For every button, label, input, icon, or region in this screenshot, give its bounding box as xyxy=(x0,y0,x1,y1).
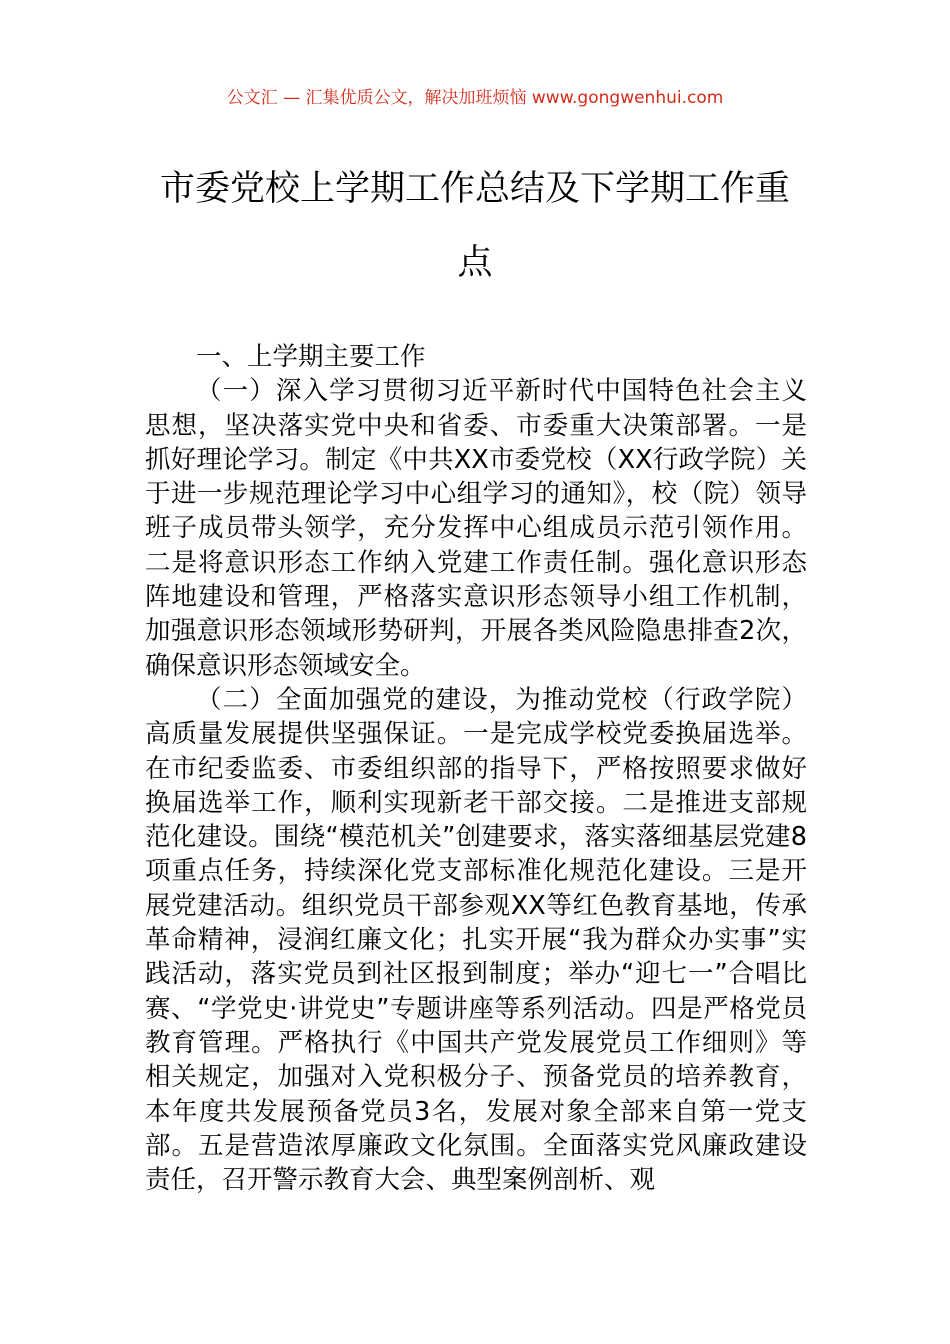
body-paragraph: （二）全面加强党的建设，为推动党校（行政学院）高质量发展提供坚强保证。一是完成学校党委换届选举。在市纪委监委、市委组织部的指导下，严格按照要求做好换届选举工作，顺利实现新老干部交接。二是推进支部规范化建设。围绕“模范机关”创建要求，落实落细基层党建8项重点任务，持续深化党支部标准化规范化建设。三是开展党建活动。组织党员干部参观XX等红色教育基地，传承革命精神，浸润红廉文化；扎实开展“我为群众办实事”实践活动，落实党员到社区报到制度；举办“迎七一”合唱比赛、“学党史·讲党史”专题讲座等系列活动。四是严格党员教育管理。严格执行《中国共产党发展党员工作细则》等相关规定，加强对入党积极分子、预备党员的培养教育，本年度共发展预备党员3名，发展对象全部来自第一党支部。五是营造浓厚廉政文化氛围。全面落实党风廉政建设责任，召开警示教育大会、典型案例剖析、观 xyxy=(145,684,807,1196)
section-heading: 一、上学期主要工作 xyxy=(196,342,426,372)
body-paragraph: （一）深入学习贯彻习近平新时代中国特色社会主义思想，坚决落实党中央和省委、市委重大决策部署。一是抓好理论学习。制定《中共XX市委党校（XX行政学院）关于进一步规范理论学习中心组学习的通知》，校（院）领导班子成员带头领学，充分发挥中心组成员示范引领作用。二是将意识形态工作纳入党建工作责任制。强化意识形态阵地建设和管理，严格落实意识形态领导小组工作机制，加强意识形态领域形势研判，开展各类风险隐患排查2次，确保意识形态领域安全。 xyxy=(145,376,807,681)
document-body xyxy=(145,340,807,1197)
document-title: 市委党校上学期工作总结及下学期工作重点 xyxy=(159,169,790,283)
header-banner: 公文汇 — 汇集优质公文，解决加班烦恼 www.gongwenhui.com xyxy=(226,88,724,108)
